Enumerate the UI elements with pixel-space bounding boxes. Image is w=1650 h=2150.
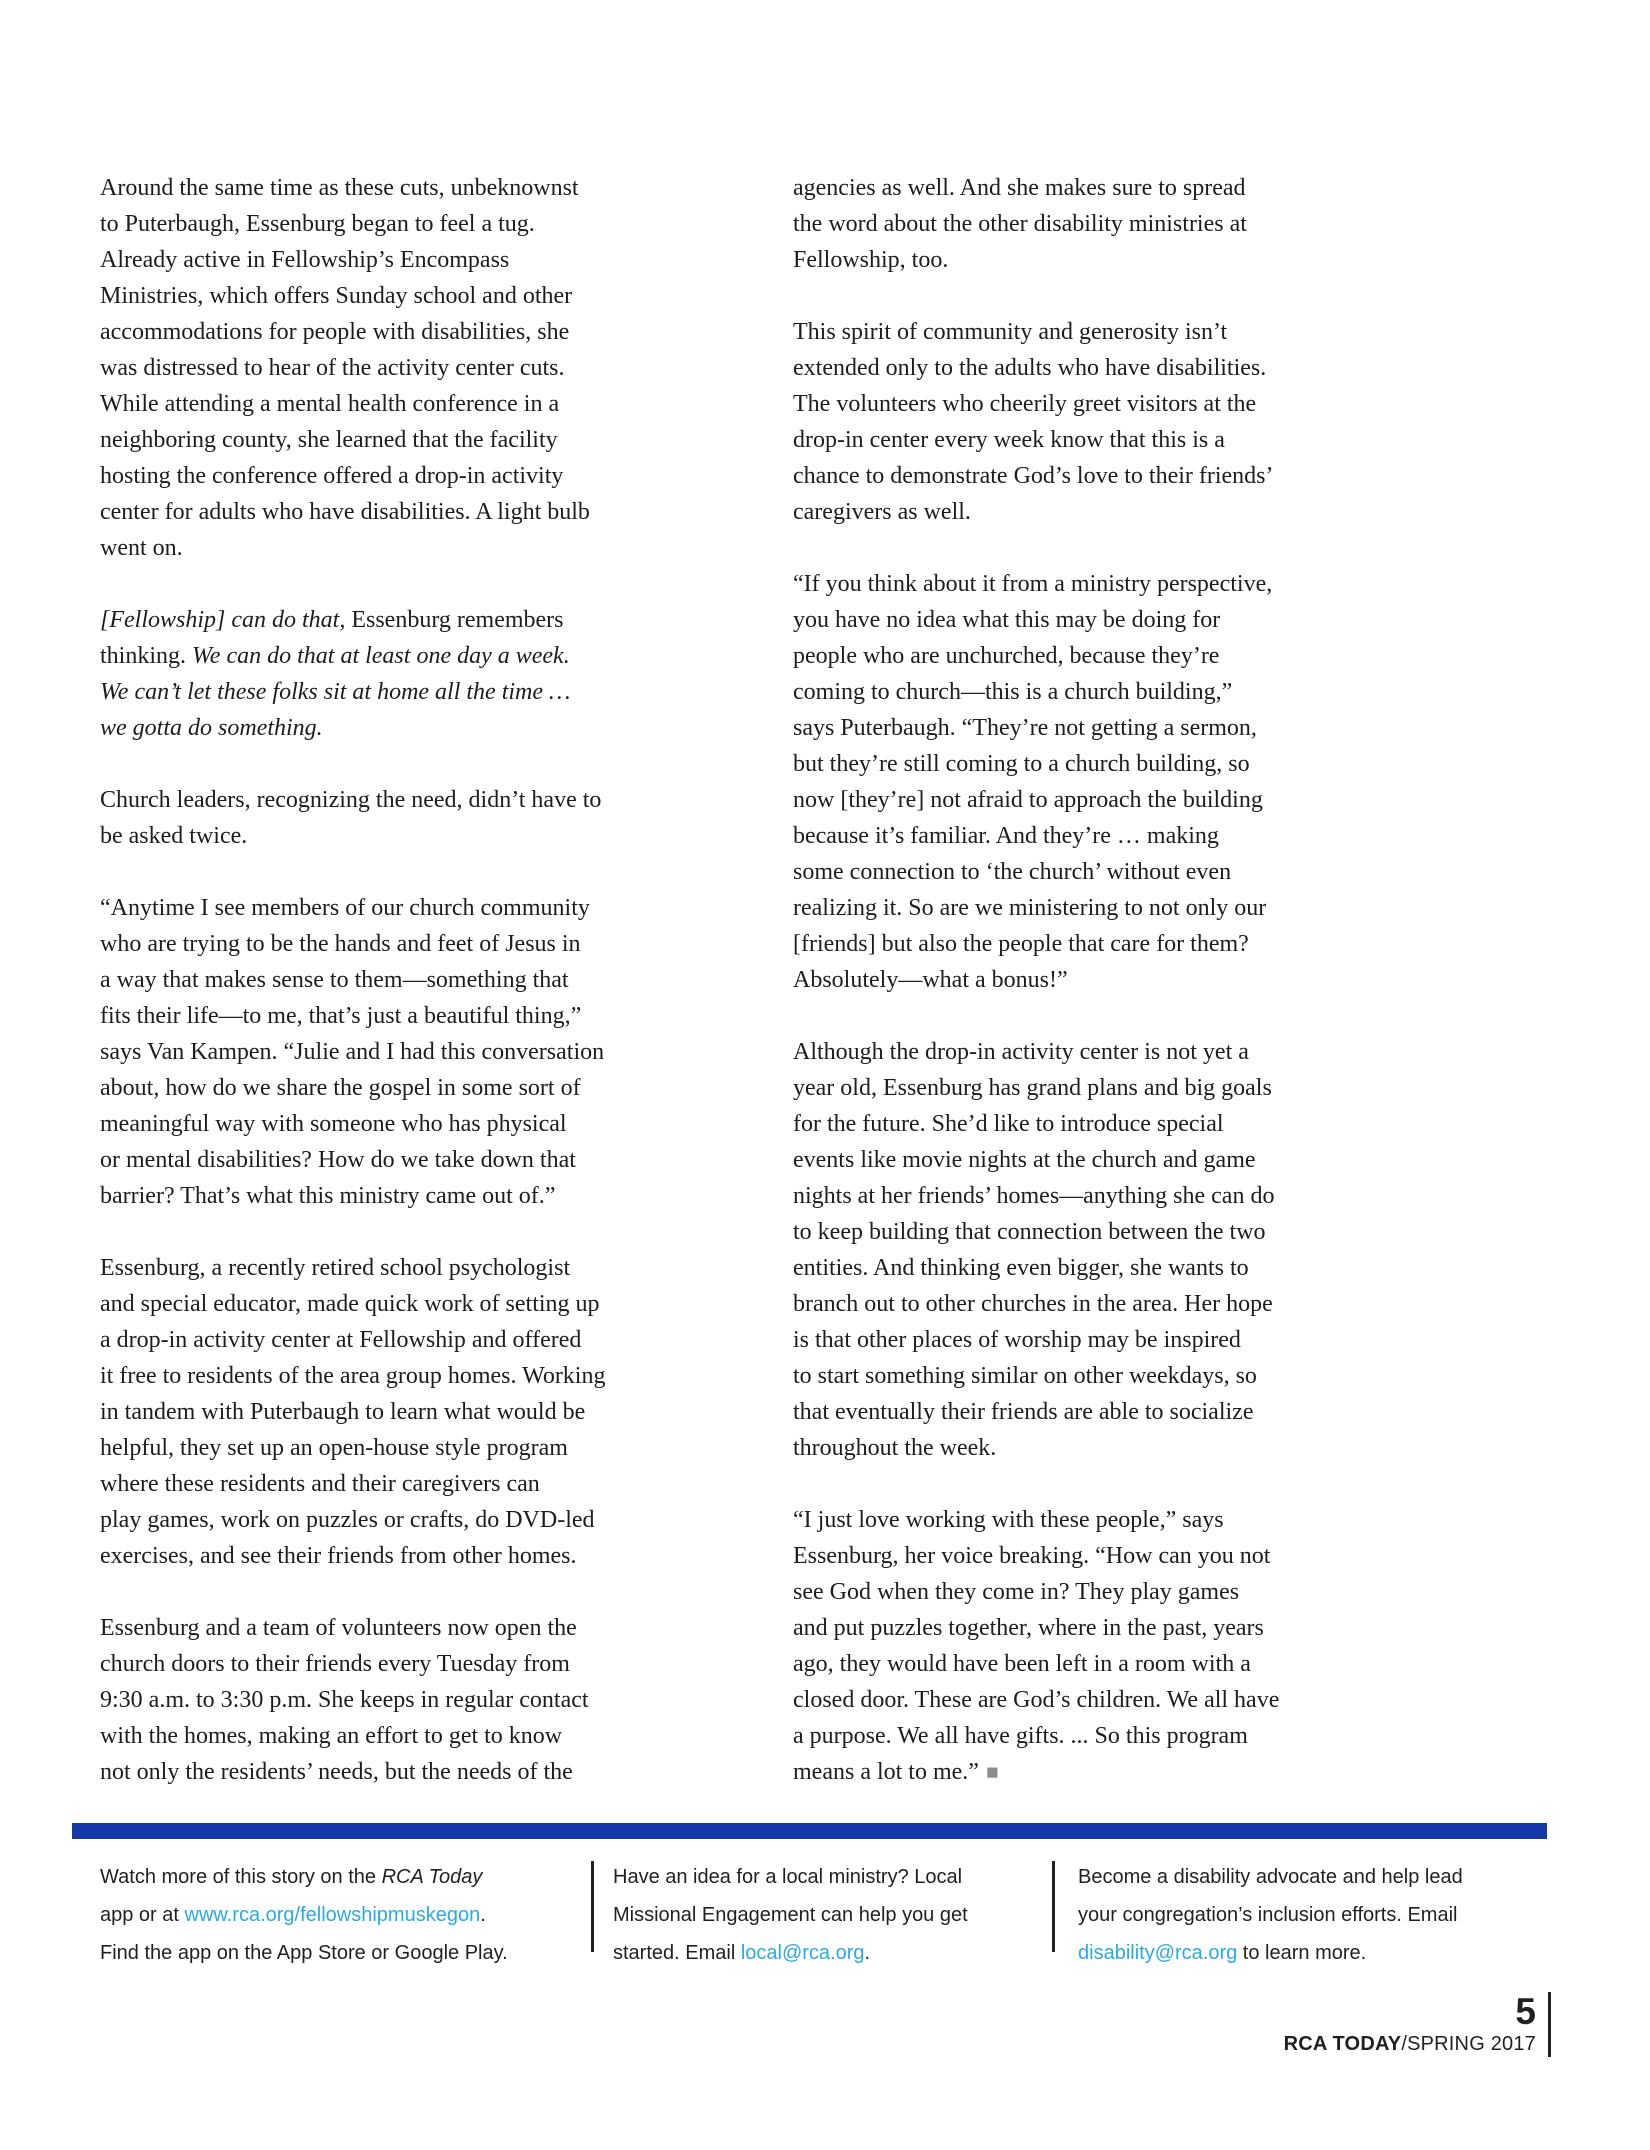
text-line [793,1430,1428,1466]
footer-note-disability [1078,1858,1546,1972]
text-segment: or mental disabilities? How do we take down that [100,1147,576,1173]
text-segment: year old, Essenburg has grand plans and big goals [793,1075,1272,1101]
text-segment: Ministries, which offers Sunday school and other [100,283,573,309]
text-line [100,458,735,494]
text-line [100,1682,735,1718]
text-line [100,494,735,530]
text-segment: people who are unchurched, because they’re [793,643,1220,669]
text-line [100,1646,735,1682]
text-line [100,818,735,854]
text-line [100,674,735,710]
text-segment: fits their life—to me, that’s just a beautiful thing,” [100,1003,582,1029]
text-segment: branch out to other churches in the area. Her hope [793,1291,1273,1317]
text-line [793,1142,1428,1178]
page-number: 5 [1515,1991,1536,2032]
text-segment: went on. [100,535,183,561]
text-line [793,1214,1428,1250]
text-line [793,242,1428,278]
text-line [793,1322,1428,1358]
text-line [793,1394,1428,1430]
text-line [100,1754,735,1790]
text-line [100,1394,735,1430]
text-line [100,1538,735,1574]
text-line [793,170,1428,206]
text-segment: meaningful way with someone who has physical [100,1111,567,1137]
paragraph [793,1034,1428,1466]
text-segment: nights at her friends’ homes—anything she can do [793,1183,1275,1209]
text-line [793,1034,1428,1070]
text-line [100,710,735,746]
text-segment: . [864,1942,871,1964]
text-segment: started. Email [613,1942,741,1964]
text-line [100,170,735,206]
text-segment: . [480,1904,486,1926]
text-segment: entities. And thinking even bigger, she wants to [793,1255,1249,1281]
text-line [793,1106,1428,1142]
text-line [100,1466,735,1502]
footer-note-local-ministry [613,1858,1051,1972]
text-segment: and put puzzles together, where in the past, years [793,1615,1264,1641]
text-segment: it free to residents of the area group homes. Working [100,1363,606,1389]
text-line [100,1358,735,1394]
text-segment: says Van Kampen. “Julie and I had this conversation [100,1039,605,1065]
text-line [793,422,1428,458]
text-segment: to learn more. [1237,1942,1367,1964]
text-line [100,1250,735,1286]
text-line [793,1358,1428,1394]
text-line [793,386,1428,422]
text-segment: because it’s familiar. And they’re … making [793,823,1219,849]
text-segment: play games, work on puzzles or crafts, do DVD-led [100,1507,595,1533]
text-line [793,674,1428,710]
text-segment: means a lot to me.” [793,1759,979,1785]
text-line [100,602,735,638]
text-line [1078,1858,1546,1896]
page-info [1284,1992,1551,2057]
text-segment: where these residents and their caregivers can [100,1471,540,1497]
text-line [100,530,735,566]
text-line [100,1034,735,1070]
paragraph [793,314,1428,530]
text-segment: Become a disability advocate and help lead [1078,1866,1463,1888]
text-segment: throughout the week. [793,1435,997,1461]
text-line [100,422,735,458]
text-segment: not only the residents’ needs, but the needs of the [100,1759,573,1785]
article-right-column [793,170,1428,1790]
text-line [100,1106,735,1142]
text-line [793,854,1428,890]
footer-divider [1052,1861,1055,1952]
text-segment: app or at [100,1904,185,1926]
text-line [100,1502,735,1538]
text-segment: Although the drop-in activity center is not yet a [793,1039,1249,1065]
text-segment: thinking. [100,643,193,669]
text-segment: agencies as well. And she makes sure to spread [793,175,1246,201]
text-segment: coming to church—this is a church building,” [793,679,1233,705]
text-segment: about, how do we share the gospel in some sort of [100,1075,581,1101]
text-line [100,242,735,278]
footer-note-app [100,1858,588,1972]
text-segment: 9:30 a.m. to 3:30 p.m. She keeps in regular contact [100,1687,589,1713]
text-line [613,1858,1051,1896]
text-line [793,1070,1428,1106]
text-line [793,1502,1428,1538]
text-segment: “I just love working with these people,” says [793,1507,1224,1533]
text-line [613,1896,1051,1934]
text-segment: that eventually their friends are able to socialize [793,1399,1254,1425]
text-segment: neighboring county, she learned that the facility [100,427,558,453]
text-segment: This spirit of community and generosity isn’t [793,319,1228,345]
text-segment: church doors to their friends every Tuesday from [100,1651,570,1677]
text-line [793,458,1428,494]
text-segment: for the future. She’d like to introduce special [793,1111,1224,1137]
text-segment: some connection to ‘the church’ without even [793,859,1232,885]
text-line [613,1934,1051,1972]
text-segment: Essenburg and a team of volunteers now open the [100,1615,577,1641]
text-line [100,1142,735,1178]
text-segment: you have no idea what this may be doing for [793,607,1221,633]
text-line [1078,1934,1546,1972]
text-line [793,1754,1428,1790]
text-line [100,1178,735,1214]
text-segment: barrier? That’s what this ministry came out of.” [100,1183,556,1209]
paragraph [100,602,735,746]
text-line [100,1718,735,1754]
text-segment: Essenburg, her voice breaking. “How can you not [793,1543,1271,1569]
text-line [793,926,1428,962]
text-segment: “If you think about it from a ministry perspective, [793,571,1273,597]
paragraph [793,566,1428,998]
text-segment: who are trying to be the hands and feet of Jesus in [100,931,581,957]
text-segment: Missional Engagement can help you get [613,1904,968,1926]
paragraph [793,1502,1428,1790]
local-email-link[interactable]: local@rca.org [740,1942,865,1964]
text-line [793,746,1428,782]
text-segment: realizing it. So are we ministering to not only our [793,895,1267,921]
text-segment: a drop-in activity center at Fellowship and offered [100,1327,582,1353]
text-line [100,1934,588,1972]
paragraph [100,1610,735,1790]
text-segment: be asked twice. [100,823,248,849]
text-segment: Have an idea for a local ministry? Local [613,1866,963,1888]
text-segment: says Puterbaugh. “They’re not getting a sermon, [793,715,1257,741]
text-segment: ago, they would have been left in a room with a [793,1651,1251,1677]
text-segment: in tandem with Puterbaugh to learn what would be [100,1399,586,1425]
text-line [793,1538,1428,1574]
text-line [100,1896,588,1934]
text-line [793,1286,1428,1322]
issue-credit-title: RCA TODAY [1283,2033,1402,2055]
text-segment: “Anytime I see members of our church community [100,895,590,921]
text-line [100,1430,735,1466]
text-line [100,278,735,314]
text-segment: exercises, and see their friends from other homes. [100,1543,577,1569]
paragraph [793,170,1428,278]
text-segment: see God when they come in? They play games [793,1579,1240,1605]
text-line [100,962,735,998]
text-line [1078,1896,1546,1934]
text-line [793,890,1428,926]
text-segment: The volunteers who cheerily greet visitors at the [793,391,1257,417]
disability-email-link[interactable]: disability@rca.org [1078,1942,1238,1964]
text-segment: drop-in center every week know that this is a [793,427,1225,453]
text-segment: your congregation’s inclusion efforts. Email [1078,1904,1458,1926]
paragraph [100,890,735,1214]
text-line [793,1574,1428,1610]
text-line [100,1610,735,1646]
text-line [793,314,1428,350]
text-line [100,386,735,422]
text-segment: Find the app on the App Store or Google Play. [100,1942,508,1964]
text-segment: the word about the other disability ministries at [793,211,1247,237]
text-line [793,1610,1428,1646]
text-line [793,1682,1428,1718]
text-segment: but they’re still coming to a church building, so [793,751,1250,777]
text-segment: Around the same time as these cuts, unbeknownst [100,175,579,201]
text-segment: is that other places of worship may be inspired [793,1327,1241,1353]
text-segment: we gotta do something. [100,715,323,741]
text-segment: We can do that at least one day a week. [192,643,570,669]
paragraph [100,782,735,854]
text-segment: Absolutely—what a bonus!” [793,967,1068,993]
text-segment: Fellowship, too. [793,247,949,273]
text-segment: to start something similar on other weekdays, so [793,1363,1257,1389]
text-segment: helpful, they set up an open-house style program [100,1435,568,1461]
text-line [100,926,735,962]
text-segment: Church leaders, recognizing the need, didn’t have to [100,787,602,813]
text-line [100,206,735,242]
text-line [793,1718,1428,1754]
footer-accent-rule [72,1823,1547,1839]
text-segment: Already active in Fellowship’s Encompass [100,247,510,273]
text-segment: center for adults who have disabilities. A light bulb [100,499,590,525]
text-line [793,1250,1428,1286]
text-line [100,1070,735,1106]
text-segment: [Fellowship] can do that, [100,607,346,633]
text-line [793,710,1428,746]
text-segment: Essenburg remembers [345,607,564,633]
text-segment: closed door. These are God’s children. We all have [793,1687,1280,1713]
text-segment: was distressed to hear of the activity center cuts. [100,355,565,381]
text-segment: a purpose. We all have gifts. ... So this program [793,1723,1248,1749]
text-line [100,1858,588,1896]
text-segment: [friends] but also the people that care for them? [793,931,1249,957]
text-line [793,494,1428,530]
text-line [100,998,735,1034]
text-segment: to Puterbaugh, Essenburg began to feel a tug. [100,211,535,237]
text-line [100,1322,735,1358]
text-line [793,1646,1428,1682]
text-segment: now [they’re] not afraid to approach the building [793,787,1263,813]
text-line [100,782,735,818]
text-segment: hosting the conference offered a drop-in activity [100,463,564,489]
text-segment: events like movie nights at the church and game [793,1147,1256,1173]
text-line [793,1178,1428,1214]
text-segment: accommodations for people with disabilities, she [100,319,570,345]
text-line [100,890,735,926]
paragraph [100,170,735,566]
text-line [793,602,1428,638]
text-segment: with the homes, making an effort to get to know [100,1723,563,1749]
text-segment: RCA Today [381,1866,483,1888]
text-segment: Essenburg, a recently retired school psychologist [100,1255,571,1281]
text-segment: Watch more of this story on the [100,1866,382,1888]
text-line [793,962,1428,998]
text-segment: caregivers as well. [793,499,971,525]
text-line [100,314,735,350]
article-left-column [100,170,735,1790]
text-line [793,818,1428,854]
text-line [793,350,1428,386]
text-segment: extended only to the adults who have disabilities. [793,355,1267,381]
paragraph [100,1250,735,1574]
text-segment: a way that makes sense to them—something that [100,967,569,993]
issue-credit-season: /SPRING 2017 [1401,2033,1536,2055]
end-of-article-mark: ■ [985,1760,999,1784]
text-segment: We can’t let these folks sit at home all the time … [100,679,571,705]
footer-divider [591,1861,594,1952]
text-line [793,566,1428,602]
text-segment: and special educator, made quick work of setting up [100,1291,600,1317]
text-line [793,206,1428,242]
fellowship-muskegon-link[interactable]: www.rca.org/fellowshipmuskegon [184,1904,481,1926]
text-segment: to keep building that connection between the two [793,1219,1266,1245]
text-segment: While attending a mental health conference in a [100,391,560,417]
text-line [100,1286,735,1322]
text-line [793,638,1428,674]
issue-credit [1284,2032,1536,2057]
text-segment: chance to demonstrate God’s love to their friends’ [793,463,1274,489]
text-line [793,782,1428,818]
text-line [100,638,735,674]
text-line [100,350,735,386]
